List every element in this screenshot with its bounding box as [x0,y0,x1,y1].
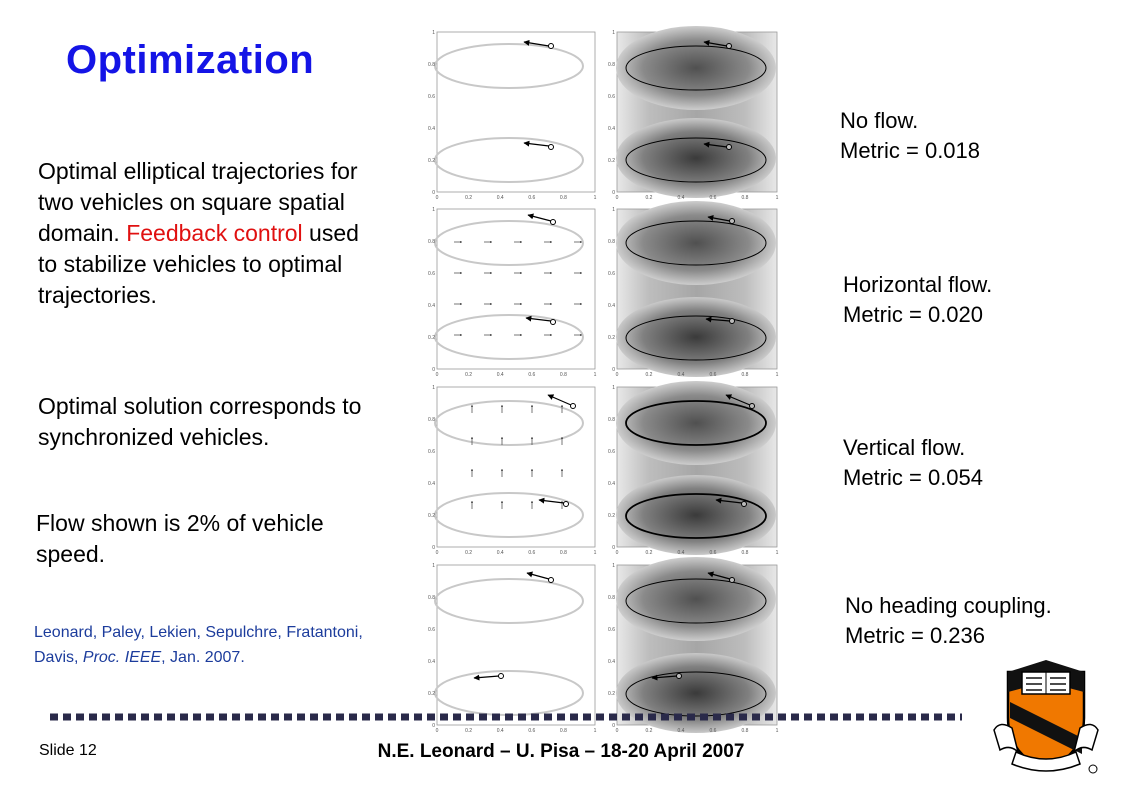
x-tick-label: 0.6 [709,372,717,378]
caption-label: No flow. [840,108,919,133]
y-tick-label: 0.2 [608,691,615,697]
x-tick-label: 0.2 [465,550,473,556]
y-tick-label: 0.4 [608,303,615,309]
plot-left-trajectories [435,209,595,369]
y-tick-label: 0.6 [428,627,435,633]
caption-vertical-flow [843,433,983,493]
y-tick-label: 0.8 [428,62,435,68]
x-tick-label: 0.4 [496,550,504,556]
caption-metric: Metric = 0.020 [843,302,984,327]
x-tick-label: 0.8 [741,728,749,734]
x-tick-label: 0.8 [559,550,567,556]
x-tick-label: 0.6 [709,195,717,201]
x-tick-label: 0.2 [645,372,653,378]
feedback-control-highlight: Feedback control [126,220,303,246]
y-tick-label: 1 [432,563,435,569]
x-tick-label: 0.6 [709,728,717,734]
x-tick-label: 0.2 [465,372,473,378]
x-tick-label: 0.4 [496,728,504,734]
y-tick-label: 0.8 [608,417,615,423]
caption-metric: Metric = 0.018 [840,138,981,163]
y-tick-label: 0.6 [428,449,435,455]
y-tick-label: 1 [612,207,615,213]
y-tick-label: 1 [612,30,615,36]
y-tick-label: 0.4 [608,659,615,665]
plot-row-horizontal-flow [435,201,777,377]
y-tick-label: 0.4 [428,303,435,309]
x-tick-label: 0.8 [741,550,749,556]
y-tick-label: 0.4 [428,659,435,665]
caption-metric: Metric = 0.236 [845,623,986,648]
x-tick-label: 0.4 [677,728,685,734]
para1-text-a: Optimal elliptical trajectories for two vehicles on square spatial domain. [38,158,358,246]
y-tick-label: 0.4 [608,126,615,132]
x-tick-label: 0.2 [645,550,653,556]
plot-right-density [616,26,777,198]
x-tick-label: 0.6 [528,195,536,201]
citation-authors: Leonard, Paley, Lekien, Sepulchre, Fratantoni, Davis, [34,624,363,666]
footer-dashed-rule [50,713,962,721]
y-tick-label: 0.8 [608,62,615,68]
y-tick-label: 0 [432,723,435,729]
y-tick-label: 0.4 [608,481,615,487]
y-tick-label: 0 [612,190,615,196]
y-tick-label: 0.2 [608,513,615,519]
caption-horizontal-flow [843,270,992,330]
y-tick-label: 1 [612,563,615,569]
princeton-shield-logo [990,658,1102,776]
y-tick-label: 0.2 [608,158,615,164]
trajectory-plots-figure [424,30,784,734]
slide-title: Optimization [66,38,315,82]
y-tick-label: 0.6 [608,94,615,100]
x-tick-label: 0.4 [677,550,685,556]
y-tick-label: 0.6 [428,271,435,277]
y-tick-label: 0.4 [428,481,435,487]
y-tick-label: 1 [432,30,435,36]
x-tick-label: 1 [593,372,597,378]
citation-date: , Jan. 2007. [161,649,245,666]
y-tick-label: 1 [612,385,615,391]
y-tick-label: 0.2 [608,335,615,341]
x-tick-label: 1 [593,195,597,201]
para1-text-b: used to stabilize vehicles to optimal trajectories. [38,220,359,308]
caption-label: Horizontal flow. [843,272,993,297]
plot-row-no-heading-coupling [435,557,777,733]
y-tick-label: 0 [432,545,435,551]
x-tick-label: 0 [615,728,619,734]
x-tick-label: 0.4 [677,372,685,378]
y-tick-label: 0.2 [428,691,435,697]
caption-metric: Metric = 0.054 [843,465,984,490]
x-tick-label: 0.8 [741,195,749,201]
y-tick-label: 0.6 [608,449,615,455]
y-tick-label: 0 [432,367,435,373]
plot-right-density [616,381,777,555]
synchronization-note: Optimal solution corresponds to synchronized vehicles. [38,393,362,450]
caption-label: Vertical flow. [843,435,966,460]
caption-no-flow [840,106,980,166]
x-tick-label: 0.6 [709,550,717,556]
trajectory-description [38,156,378,311]
y-tick-label: 0.6 [428,94,435,100]
y-tick-label: 0.4 [428,126,435,132]
x-tick-label: 0.4 [677,195,685,201]
x-tick-label: 0.2 [465,195,473,201]
y-tick-label: 1 [432,385,435,391]
x-tick-label: 0 [435,195,439,201]
x-tick-label: 0.8 [559,728,567,734]
x-tick-label: 0.6 [528,372,536,378]
caption-label: No heading coupling. [845,593,1052,618]
y-tick-label: 0.8 [608,239,615,245]
x-tick-label: 1 [775,728,779,734]
y-tick-label: 0 [432,190,435,196]
x-tick-label: 0.2 [465,728,473,734]
y-tick-label: 0.8 [428,417,435,423]
x-tick-label: 0.8 [559,372,567,378]
x-tick-label: 0.2 [645,195,653,201]
plot-left-trajectories [435,387,595,547]
x-tick-label: 0.6 [528,728,536,734]
x-tick-label: 1 [775,195,779,201]
flow-note: Flow shown is 2% of vehicle speed. [36,510,324,567]
y-tick-label: 0 [612,545,615,551]
plot-row-no-flow [435,26,777,198]
citation-journal: Proc. IEEE [82,649,162,666]
plot-left-trajectories [435,565,595,725]
slide-number: Slide 12 [39,742,97,759]
x-tick-label: 0 [615,195,619,201]
y-tick-label: 1 [432,207,435,213]
x-tick-label: 0 [615,550,619,556]
y-tick-label: 0.2 [428,158,435,164]
x-tick-label: 1 [593,550,597,556]
x-tick-label: 0.4 [496,372,504,378]
plot-left-trajectories [435,32,595,192]
x-tick-label: 0 [435,550,439,556]
x-tick-label: 0 [435,372,439,378]
x-tick-label: 0.4 [496,195,504,201]
y-tick-label: 0 [612,367,615,373]
x-tick-label: 0.8 [741,372,749,378]
caption-no-heading-coupling [845,591,1052,651]
plot-row-vertical-flow [435,381,777,555]
y-tick-label: 0.2 [428,335,435,341]
footer-presentation-info: N.E. Leonard – U. Pisa – 18-20 April 2007 [377,741,745,762]
y-tick-label: 0.8 [428,595,435,601]
citation [34,620,374,670]
y-tick-label: 0.6 [608,271,615,277]
x-tick-label: 1 [593,728,597,734]
plot-right-density [616,201,777,377]
y-tick-label: 0 [612,723,615,729]
x-tick-label: 0.6 [528,550,536,556]
x-tick-label: 0.2 [645,728,653,734]
y-tick-label: 0.2 [428,513,435,519]
y-tick-label: 0.6 [608,627,615,633]
x-tick-label: 1 [775,372,779,378]
y-tick-label: 0.8 [608,595,615,601]
x-tick-label: 1 [775,550,779,556]
x-tick-label: 0 [615,372,619,378]
x-tick-label: 0.8 [559,195,567,201]
y-tick-label: 0.8 [428,239,435,245]
x-tick-label: 0 [435,728,439,734]
plot-right-density [616,557,777,733]
